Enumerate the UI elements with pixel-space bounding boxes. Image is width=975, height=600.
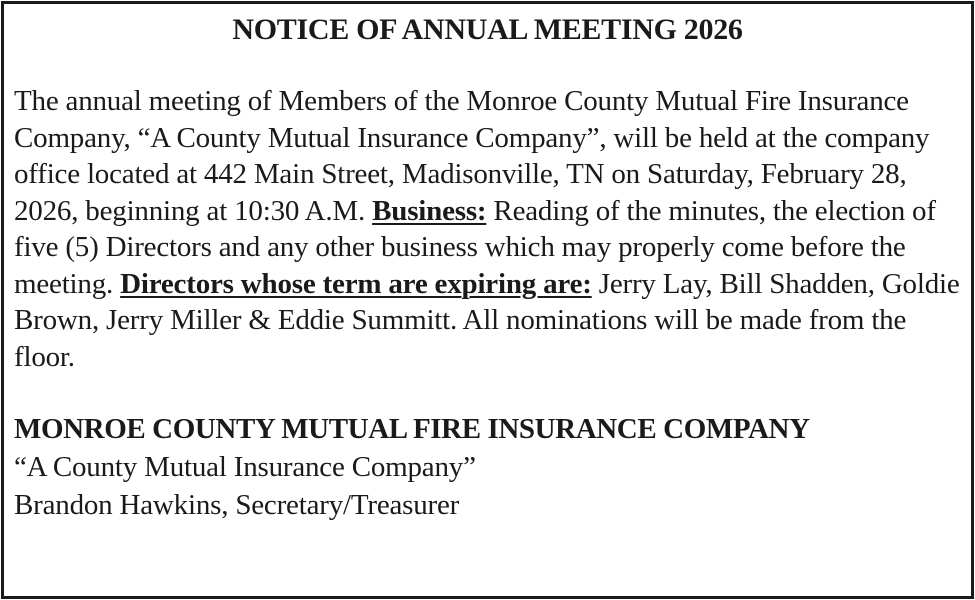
business-label: Business: [372,194,487,227]
company-tagline: “A County Mutual Insurance Company” [14,451,476,483]
business-text: Reading of the minutes, the election of five (5) Directors and any other business which may properly come before the meeting. [14,194,936,300]
directors-text: Jerry Lay, Bill Shadden, Goldie Brown, Jerry Miller & Eddie Summitt. All nominations will be made from the floor. [14,267,960,373]
notice-title: NOTICE OF ANNUAL MEETING 2026 [232,13,743,46]
signature-block [14,410,961,524]
intro-text: The annual meeting of Members of the Monroe County Mutual Fire Insurance Company, “A County Mutual Insurance Company”, will be held at the company office located at 442 Main Street, Madisonville, TN on Saturday, February 28, 2026, beginning at 10:30 A.M. [14,85,930,227]
directors-label: Directors whose term are expiring are: [120,267,592,300]
notice-body [14,83,961,375]
company-name: MONROE COUNTY MUTUAL FIRE INSURANCE COMPANY [14,413,810,445]
notice-box [1,1,974,599]
signer-line: Brandon Hawkins, Secretary/Treasurer [14,489,460,521]
